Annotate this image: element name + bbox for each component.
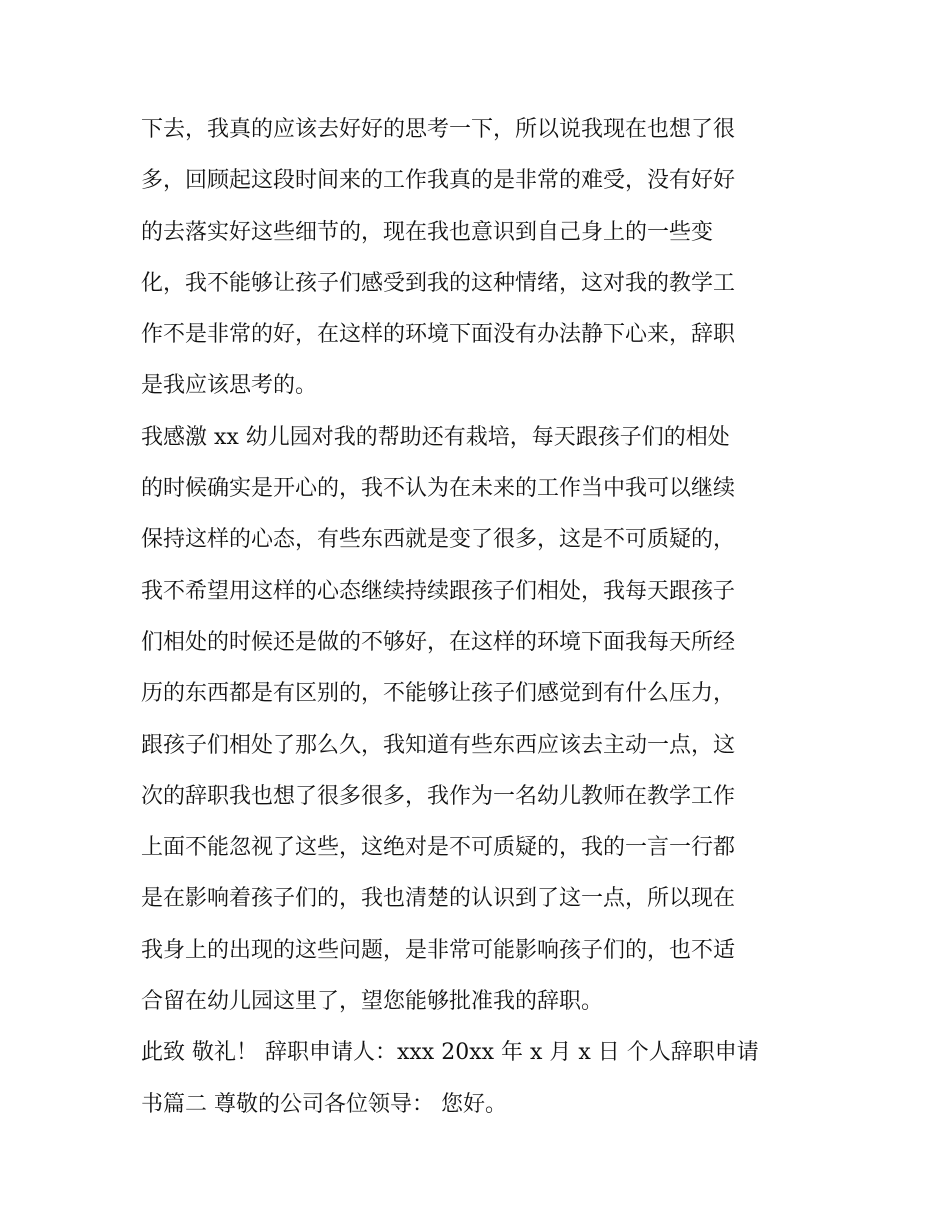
text-line: 下去，我真的应该去好好的思考一下，所以说我现在也想了很 xyxy=(141,117,736,142)
text-line: 上面不能忽视了这些，这绝对是不可质疑的，我的一言一行都 xyxy=(141,835,736,861)
text-line: 是在影响着孩子们的，我也清楚的认识到了这一点，所以现在 xyxy=(141,886,736,912)
text-line: 的时候确实是开心的，我不认为在未来的工作当中我可以继续 xyxy=(141,476,736,502)
text-line: 我感激 xx 幼儿园对我的帮助还有栽培，每天跟孩子们的相处 xyxy=(141,424,730,450)
text-line: 我身上的出现的这些问题，是非常可能影响孩子们的，也不适 xyxy=(141,937,736,963)
text-line: 们相处的时候还是做的不够好，在这样的环境下面我每天所经 xyxy=(141,629,736,655)
text-line: 多，回顾起这段时间来的工作我真的是非常的难受，没有好好 xyxy=(141,168,736,194)
text-line: 跟孩子们相处了那么久，我知道有些东西应该去主动一点，这 xyxy=(141,732,736,758)
paragraph-1 xyxy=(141,104,813,412)
text-line: 历的东西都是有区别的，不能够让孩子们感觉到有什么压力， xyxy=(141,681,736,707)
text-line: 是我应该思考的。 xyxy=(141,373,318,399)
text-line: 书篇二 尊敬的公司各位领导： 您好。 xyxy=(141,1091,507,1117)
paragraph-3 xyxy=(141,1027,813,1130)
text-line: 作不是非常的好，在这样的环境下面没有办法静下心来，辞职 xyxy=(141,322,736,348)
text-line: 我不希望用这样的心态继续持续跟孩子们相处，我每天跟孩子 xyxy=(141,578,736,604)
document-body xyxy=(141,104,813,1130)
paragraph-2 xyxy=(141,412,813,1028)
text-line: 次的辞职我也想了很多很多，我作为一名幼儿教师在教学工作 xyxy=(141,783,736,809)
text-line: 化，我不能够让孩子们感受到我的这种情绪，这对我的教学工 xyxy=(141,270,736,296)
text-line: 合留在幼儿园这里了，望您能够批准我的辞职。 xyxy=(141,989,604,1015)
text-line: 保持这样的心态，有些东西就是变了很多，这是不可质疑的， xyxy=(141,527,736,553)
text-line: 的去落实好这些细节的，现在我也意识到自己身上的一些变 xyxy=(141,219,714,245)
text-line: 此致 敬礼！ 辞职申请人：xxx 20xx 年 x 月 x 日 个人辞职申请 xyxy=(141,1040,759,1066)
